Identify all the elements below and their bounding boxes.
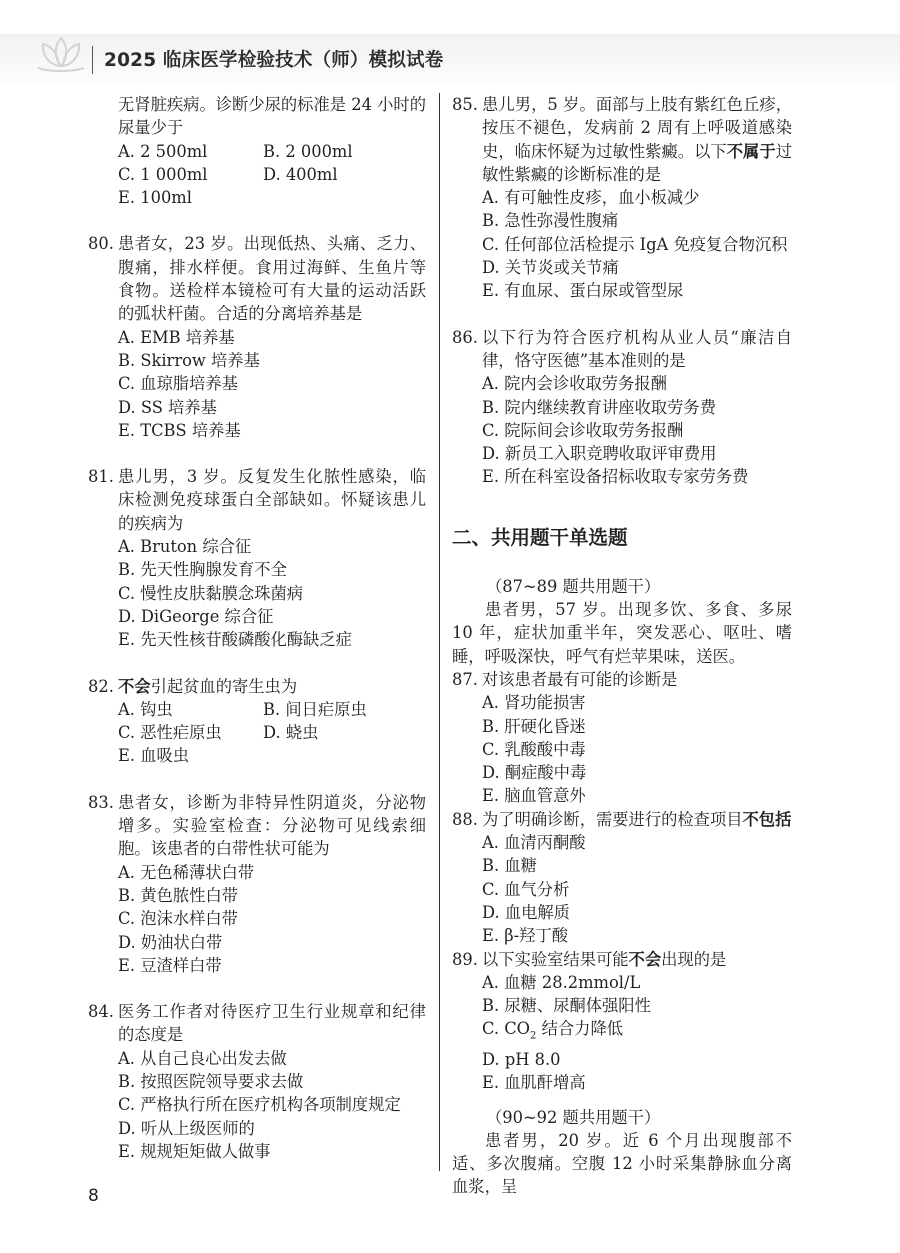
question-82 xyxy=(88,675,426,768)
question-81 xyxy=(88,465,426,651)
option-e: E. 先天性核苷酸磷酸化酶缺乏症 xyxy=(118,630,352,650)
option-c: C. 血琼脂培养基 xyxy=(118,374,238,394)
option-e: E. 规规矩矩做人做事 xyxy=(118,1141,271,1161)
option-a: A. Bruton 综合征 xyxy=(118,537,252,557)
option-e: E. 血吸虫 xyxy=(118,746,190,766)
option-d: D. DiGeorge 综合征 xyxy=(118,606,274,626)
option-e: E. 所在科室设备招标收取专家劳务费 xyxy=(482,467,749,487)
lotus-logo-icon xyxy=(30,28,92,76)
shared-stem-text: 患者男，20 岁。近 6 个月出现腹部不适、多次腹痛。空腹 12 小时采集静脉血分离血浆，呈 xyxy=(452,1130,792,1197)
option-a: A. 院内会诊收取劳务报酬 xyxy=(482,374,667,394)
option-a: A. 血糖 28.2mmol/L xyxy=(482,972,641,992)
option-c: C. 1 000ml xyxy=(118,164,208,184)
option-d: D. SS 培养基 xyxy=(118,397,217,417)
option-b: B. 间日疟原虫 xyxy=(263,699,367,719)
option-c: C. 泡沫水样白带 xyxy=(118,909,238,929)
question-stem: 以下实验室结果可能 xyxy=(482,949,629,969)
option-a: A. 肾功能损害 xyxy=(482,693,586,713)
option-d: D. 酮症酸中毒 xyxy=(482,763,587,783)
question-stem: 医务工作者对待医疗卫生行业规章和纪律的态度是 xyxy=(118,1002,426,1045)
option-c: C. 恶性疟原虫 xyxy=(118,723,222,743)
page-header xyxy=(0,0,900,90)
question-86 xyxy=(452,326,792,489)
option-b: B. 急性弥漫性腹痛 xyxy=(482,211,619,231)
column-divider xyxy=(439,93,440,1171)
option-b: B. 按照医院领导要求去做 xyxy=(118,1071,304,1091)
option-b: B. 先天性胸腺发育不全 xyxy=(118,560,287,580)
page-number: 8 xyxy=(88,1186,99,1206)
option-c: C. 院际间会诊收取劳务报酬 xyxy=(482,420,684,440)
option-e: E. 脑血管意外 xyxy=(482,786,586,806)
question-87 xyxy=(452,668,792,808)
option-d: D. 血电解质 xyxy=(482,902,570,922)
book-title: 2025 临床医学检验技术（师）模拟试卷 xyxy=(104,50,444,71)
question-89 xyxy=(452,948,792,1095)
question-stem: 患者女，诊断为非特异性阴道炎，分泌物增多。实验室检查：分泌物可见线索细胞。该患者的白带性状可能为 xyxy=(118,792,426,859)
question-79-continued xyxy=(88,93,426,209)
option-c: C. $CO_2$ 结合力降低 xyxy=(482,1019,624,1042)
question-stem-end: 出现的是 xyxy=(661,949,727,969)
emphasis-text: 不属于 xyxy=(726,141,776,161)
question-stem: 引起贫血的寄生虫为 xyxy=(150,676,298,696)
option-a: A. 有可触性皮疹，血小板减少 xyxy=(482,188,700,208)
option-d: D. 400ml xyxy=(263,164,338,184)
question-85 xyxy=(452,93,792,303)
option-e: E. 100ml xyxy=(118,188,192,208)
option-c: C. 血气分析 xyxy=(482,879,570,899)
question-stem: 患儿男，3 岁。反复发生化脓性感染，临床检测免疫球蛋白全部缺如。怀疑该患儿的疾病为 xyxy=(118,467,426,533)
option-b: B. 肝硬化昏迷 xyxy=(482,716,586,736)
question-83 xyxy=(88,791,426,977)
option-b: B. 2 000ml xyxy=(263,141,353,161)
question-number: 83. xyxy=(88,792,114,812)
question-number: 88. xyxy=(452,809,478,829)
option-b: B. Skirrow 培养基 xyxy=(118,350,260,370)
option-a: A. 钩虫 xyxy=(118,699,173,719)
option-d: D. 听从上级医师的 xyxy=(118,1118,255,1138)
question-stem: 患者女，23 岁。出现低热、头痛、乏力、腹痛，排水样便。食用过海鲜、生鱼片等食物。送检样本镜检可有大量的运动活跃的弧状杆菌。合适的分离培养基是 xyxy=(118,234,426,324)
option-e: E. β-羟丁酸 xyxy=(482,926,568,946)
option-a: A. 从自己良心出发去做 xyxy=(118,1048,287,1068)
emphasis-text: 不包括 xyxy=(742,809,792,829)
question-number: 87. xyxy=(452,669,478,689)
question-number: 89. xyxy=(452,949,478,969)
option-b: B. 尿糖、尿酮体强阳性 xyxy=(482,996,651,1016)
emphasis-text: 不会 xyxy=(118,676,151,696)
option-a: A. 无色稀薄状白带 xyxy=(118,862,255,882)
option-c: C. 任何部位活检提示 IgA 免疫复合物沉积 xyxy=(482,234,788,254)
option-e: E. 豆渣样白带 xyxy=(118,955,222,975)
question-number: 85. xyxy=(452,95,478,114)
option-c: C. 乳酸酸中毒 xyxy=(482,739,586,759)
option-e: E. 有血尿、蛋白尿或管型尿 xyxy=(482,281,684,301)
header-separator xyxy=(92,46,93,74)
option-b: B. 院内继续教育讲座收取劳务费 xyxy=(482,397,716,417)
question-84 xyxy=(88,1000,426,1163)
question-80 xyxy=(88,232,426,442)
question-stem: 无肾脏疾病。诊断少尿的标准是 24 小时的尿量少于 xyxy=(118,95,426,138)
option-d: D. pH 8.0 xyxy=(482,1049,561,1069)
option-d: D. 关节炎或关节痛 xyxy=(482,258,619,278)
question-stem: 患儿男，5 岁。面部与上肢有紫红色丘疹，按压不褪色，发病前 2 周有上呼吸道感染史，临床怀疑为过敏性紫癜。以下 xyxy=(482,95,792,161)
question-88 xyxy=(452,808,792,948)
subscript: 2 xyxy=(530,1030,537,1042)
option-b: B. 黄色脓性白带 xyxy=(118,885,239,905)
question-number: 80. xyxy=(88,234,114,254)
question-stem: 以下行为符合医疗机构从业人员“廉洁自律，恪守医德”基本准则的是 xyxy=(482,327,792,370)
question-number: 81. xyxy=(88,467,114,487)
question-stem-end: 过敏性紫癜的诊断标准的是 xyxy=(482,141,792,184)
option-a: A. 2 500ml xyxy=(118,141,208,161)
question-number: 82. xyxy=(88,676,114,696)
option-e: E. TCBS 培养基 xyxy=(118,420,241,440)
option-b: B. 血糖 xyxy=(482,856,537,876)
emphasis-text: 不会 xyxy=(628,949,662,969)
option-e: E. 血肌酐增高 xyxy=(482,1073,586,1093)
shared-stem-text: 患者男，57 岁。出现多饮、多食、多尿 10 年，症状加重半年，突发恶心、呕吐、嗜睡，呼吸深快，呼气有烂苹果味，送医。 xyxy=(452,600,792,666)
question-number: 84. xyxy=(88,1002,114,1022)
option-a: A. EMB 培养基 xyxy=(118,327,235,347)
shared-stem-label: （87~89 题共用题干） xyxy=(486,576,661,596)
left-column xyxy=(88,93,426,1163)
section-title: 二、共用题干单选题 xyxy=(452,525,628,549)
option-c: C. 严格执行所在医疗机构各项制度规定 xyxy=(118,1095,401,1115)
question-number: 86. xyxy=(452,327,478,347)
option-a: A. 血清丙酮酸 xyxy=(482,833,586,853)
option-d: D. 奶油状白带 xyxy=(118,932,223,952)
option-d: D. 新员工入职竞聘收取评审费用 xyxy=(482,444,717,464)
question-stem: 对该患者最有可能的诊断是 xyxy=(482,669,678,689)
option-d: D. 蛲虫 xyxy=(263,723,319,743)
shared-stem-label: （90~92 题共用题干） xyxy=(486,1107,661,1127)
question-stem: 为了明确诊断，需要进行的检查项目 xyxy=(482,809,743,829)
right-column xyxy=(452,93,792,1199)
option-c: C. 慢性皮肤黏膜念珠菌病 xyxy=(118,583,304,603)
